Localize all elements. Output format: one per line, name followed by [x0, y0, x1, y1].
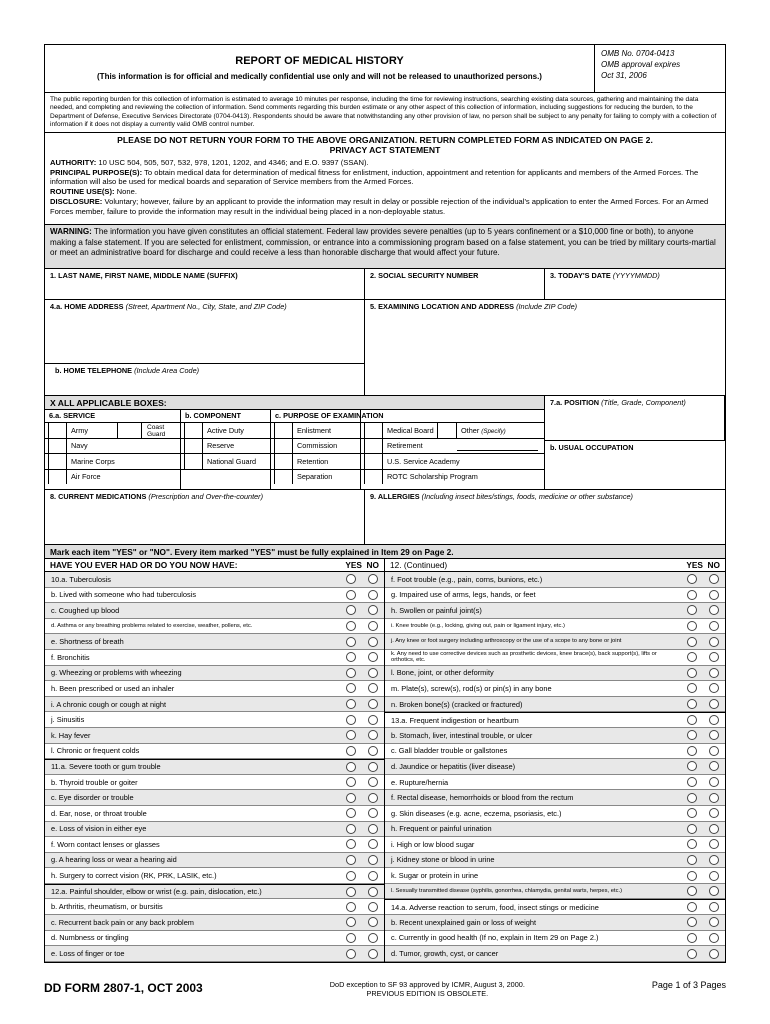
no-radio[interactable]	[362, 933, 384, 943]
question-label: g. Skin diseases (e.g. acne, eczema, psoriasis, etc.)	[391, 808, 562, 818]
service-marine-corps[interactable]: Marine Corps	[45, 453, 180, 469]
no-radio[interactable]	[362, 574, 384, 584]
yes-radio[interactable]	[340, 637, 362, 647]
question-label: b. Stomach, liver, intestinal trouble, or ulcer	[391, 730, 533, 740]
question-label: h. Been prescribed or used an inhaler	[51, 683, 175, 693]
name-field[interactable]: 1. LAST NAME, FIRST NAME, MIDDLE NAME (SUFFIX)	[45, 269, 365, 299]
no-radio[interactable]	[703, 824, 725, 834]
no-radio[interactable]	[703, 808, 725, 818]
component-national-guard[interactable]: National Guard	[181, 453, 270, 469]
form-footer: DD FORM 2807-1, OCT 2003 DoD exception to SF 93 approved by ICMR, August 3, 2000. PREVIOUS EDITION IS OBSOLETE. Page 1 of 3 Pages	[44, 978, 726, 1008]
yes-radio[interactable]	[681, 949, 703, 959]
yes-radio[interactable]	[681, 746, 703, 756]
question-row	[45, 697, 384, 713]
question-row	[385, 790, 725, 806]
no-radio[interactable]	[362, 949, 384, 959]
yes-radio[interactable]	[681, 793, 703, 803]
form-title: REPORT OF MEDICAL HISTORY	[235, 55, 404, 67]
form-header	[45, 45, 725, 93]
yes-radio[interactable]	[681, 605, 703, 615]
question-row	[385, 697, 725, 713]
question-row	[45, 884, 384, 900]
question-row	[385, 931, 725, 947]
no-radio[interactable]	[362, 652, 384, 662]
no-radio[interactable]	[703, 668, 725, 678]
no-radio[interactable]	[703, 886, 725, 896]
no-radio[interactable]	[362, 839, 384, 849]
no-radio[interactable]	[703, 871, 725, 881]
no-radio[interactable]	[703, 777, 725, 787]
yes-radio[interactable]	[681, 871, 703, 881]
question-row	[385, 744, 725, 760]
question-row	[385, 853, 725, 869]
yes-radio[interactable]	[681, 621, 703, 631]
question-row	[385, 884, 725, 900]
questionnaire	[45, 559, 725, 962]
question-label: f. Foot trouble (e.g., pain, corns, bunions, etc.)	[391, 574, 543, 584]
no-radio[interactable]	[362, 777, 384, 787]
question-row	[45, 853, 384, 869]
question-row	[45, 603, 384, 619]
no-radio[interactable]	[362, 637, 384, 647]
question-row	[45, 837, 384, 853]
yes-radio[interactable]	[681, 668, 703, 678]
question-row	[45, 775, 384, 791]
question-label: 10.a. Tuberculosis	[51, 574, 111, 584]
yes-radio[interactable]	[340, 933, 362, 943]
question-label: c. Gall bladder trouble or gallstones	[391, 746, 508, 756]
service-column: 6.a. SERVICE Army Coast Guard Navy Marine Corps Air Force	[45, 410, 181, 490]
question-label: g. Impaired use of arms, legs, hands, or feet	[391, 590, 536, 600]
no-radio[interactable]	[362, 855, 384, 865]
question-label: l. Bone, joint, or other deformity	[391, 668, 494, 678]
question-label: 13.a. Frequent indigestion or heartburn	[391, 715, 519, 725]
yes-radio[interactable]	[340, 746, 362, 756]
question-label: d. Jaundice or hepatitis (liver disease)	[391, 761, 516, 771]
applicable-boxes	[45, 396, 725, 490]
form-number: DD FORM 2807-1, OCT 2003	[44, 981, 203, 995]
service-air-force[interactable]: Air Force	[45, 469, 180, 485]
no-radio[interactable]	[362, 887, 384, 897]
purpose-commission[interactable]: Commission	[271, 438, 360, 454]
no-radio[interactable]	[703, 855, 725, 865]
question-label: m. Plate(s), screw(s), rod(s) or pin(s) in any bone	[391, 683, 552, 693]
yes-radio[interactable]	[681, 839, 703, 849]
yes-radio[interactable]	[340, 917, 362, 927]
no-radio[interactable]	[362, 715, 384, 725]
purpose-retirement[interactable]: Retirement	[361, 438, 544, 454]
no-radio[interactable]	[362, 902, 384, 912]
question-row	[385, 572, 725, 588]
yes-radio[interactable]	[340, 715, 362, 725]
allergies-field[interactable]: 9. ALLERGIES (Including insect bites/stings, foods, medicine or other substance)	[370, 492, 633, 501]
current-medications-field[interactable]: 8. CURRENT MEDICATIONS (Prescription and Over-the-counter)	[45, 490, 365, 544]
yes-radio[interactable]	[340, 855, 362, 865]
no-radio[interactable]	[362, 605, 384, 615]
question-label: 11.a. Severe tooth or gum trouble	[51, 762, 161, 772]
question-row	[45, 822, 384, 838]
question-label: d. Tumor, growth, cyst, or cancer	[391, 949, 499, 959]
yes-radio[interactable]	[681, 902, 703, 912]
position-field[interactable]: 7.a. POSITION (Title, Grade, Component)	[545, 396, 725, 441]
question-row	[45, 619, 384, 635]
question-label: k. Any need to use corrective devices such as prosthetic devices, knee brace(s), back support(s), lifts or orthotics, etc.	[391, 650, 657, 664]
question-label: 14.a. Adverse reaction to serum, food, insect stings or medicine	[391, 902, 599, 912]
no-radio[interactable]	[703, 949, 725, 959]
question-label: j. Kidney stone or blood in urine	[391, 855, 495, 865]
question-row	[385, 712, 725, 728]
question-row	[45, 759, 384, 775]
question-label: n. Broken bone(s) (cracked or fractured)	[391, 699, 523, 709]
question-label: f. Rectal disease, hemorrhoids or blood from the rectum	[391, 793, 574, 803]
question-label: c. Eye disorder or trouble	[51, 793, 134, 803]
question-row	[385, 759, 725, 775]
no-radio[interactable]	[362, 730, 384, 740]
no-radio[interactable]	[362, 621, 384, 631]
question-label: i. Knee trouble (e.g., locking, giving out, pain or ligament injury, etc.)	[391, 622, 565, 629]
no-radio[interactable]	[703, 730, 725, 740]
yes-radio[interactable]	[681, 699, 703, 709]
mark-instructions: Mark each item "YES" or "NO". Every item marked "YES" must be fully explained in Item 29 on Page 2.	[45, 545, 725, 559]
question-row	[45, 790, 384, 806]
question-label: c. Currently in good health (If no, explain in Item 29 on Page 2.)	[391, 933, 599, 943]
question-row	[385, 619, 725, 635]
question-label: h. Surgery to correct vision (RK, PRK, LASIK, etc.)	[51, 871, 217, 881]
question-label: f. Bronchitis	[51, 652, 90, 662]
question-label: i. High or low blood sugar	[391, 839, 475, 849]
question-label: g. A hearing loss or wear a hearing aid	[51, 855, 177, 865]
yes-radio[interactable]	[681, 824, 703, 834]
question-label: h. Frequent or painful urination	[391, 824, 492, 834]
question-label: 12.a. Painful shoulder, elbow or wrist (e.g. pain, dislocation, etc.)	[51, 887, 262, 897]
yes-radio[interactable]	[681, 730, 703, 740]
question-label: d. Ear, nose, or throat trouble	[51, 808, 147, 818]
yes-radio[interactable]	[681, 933, 703, 943]
question-row	[45, 650, 384, 666]
questions-left: HAVE YOU EVER HAD OR DO YOU NOW HAVE: YES NO 10.a. Tuberculosis b. Lived with someone who had tuberculosis c. Coughed up blood d. Asthma or any breathing problems related to exercise, weather, pollens, etc. e. Shortness of breath f. Bronchitis g. Wheezing or problems with wheezing h. Been prescribed or used an inhaler i. A chronic cough or cough at night j. Sinusitis k. Hay fever l. Chronic or frequent colds 11.a. Severe tooth or gum trouble b. Thyroid trouble or goiter c. Eye disorder or trouble d. Ear, nose, or throat trouble e. Loss of vision in either eye f. Worn contact lenses or glasses g. A hearing loss or wear a hearing aid h. Surgery to correct vision (RK, PRK, LASIK, etc.) 12.a. Painful shoulder, elbow or wrist (e.g. pain, dislocation, etc.) b. Arthritis, rheumatism, or bursitis c. Recurrent back pain or any back problem d. Numbness or tingling e. Loss of finger or toe	[45, 559, 385, 962]
question-row	[385, 603, 725, 619]
yes-radio[interactable]	[340, 777, 362, 787]
question-row	[45, 712, 384, 728]
home-address-field[interactable]: 4.a. HOME ADDRESS (Street, Apartment No., City, State, and ZIP Code)	[45, 300, 364, 364]
yes-radio[interactable]	[340, 590, 362, 600]
question-row	[385, 650, 725, 666]
yes-radio[interactable]	[340, 902, 362, 912]
ssn-field[interactable]: 2. SOCIAL SECURITY NUMBER	[365, 269, 545, 299]
no-radio[interactable]	[362, 746, 384, 756]
question-row	[385, 681, 725, 697]
yes-radio[interactable]	[681, 917, 703, 927]
question-row	[385, 822, 725, 838]
no-radio[interactable]	[703, 902, 725, 912]
yes-radio[interactable]	[681, 761, 703, 771]
do-not-return-notice: PLEASE DO NOT RETURN YOUR FORM TO THE ABOVE ORGANIZATION. RETURN COMPLETED FORM AS INDICATED ON PAGE 2.	[117, 135, 653, 145]
no-radio[interactable]	[703, 793, 725, 803]
purpose-enlistment[interactable]: Enlistment	[271, 422, 360, 438]
purpose-medical-board[interactable]: Medical Board Other (Specify)	[361, 422, 544, 438]
no-radio[interactable]	[703, 574, 725, 584]
purpose-retention[interactable]: Retention	[271, 453, 360, 469]
no-radio[interactable]	[703, 683, 725, 693]
no-radio[interactable]	[703, 715, 725, 725]
no-radio[interactable]	[362, 762, 384, 772]
yes-radio[interactable]	[681, 590, 703, 600]
question-label: e. Shortness of breath	[51, 637, 124, 647]
question-label: g. Wheezing or problems with wheezing	[51, 668, 182, 678]
no-radio[interactable]	[703, 652, 725, 662]
question-row	[385, 728, 725, 744]
yes-radio[interactable]	[340, 808, 362, 818]
question-row	[45, 915, 384, 931]
question-row	[45, 868, 384, 884]
yes-radio[interactable]	[340, 839, 362, 849]
confidential-notice: (This information is for official and medically confidential use only and will not be released to unauthorized persons.)	[97, 72, 542, 81]
question-label: k. Sugar or protein in urine	[391, 871, 479, 881]
yes-radio[interactable]	[340, 730, 362, 740]
other-specify-line[interactable]	[457, 450, 538, 451]
page-number: Page 1 of 3 Pages	[651, 980, 726, 990]
yes-radio[interactable]	[681, 808, 703, 818]
question-label: k. Hay fever	[51, 730, 91, 740]
no-radio[interactable]	[362, 683, 384, 693]
no-radio[interactable]	[703, 917, 725, 927]
question-label: b. Recent unexplained gain or loss of weight	[391, 917, 537, 927]
question-label: c. Coughed up blood	[51, 605, 120, 615]
question-row	[385, 666, 725, 682]
no-radio[interactable]	[362, 917, 384, 927]
purpose-rotc-scholarship[interactable]: ROTC Scholarship Program	[361, 469, 544, 485]
yes-radio[interactable]	[340, 605, 362, 615]
purpose-column-a: c. PURPOSE OF EXAMINATION Enlistment Commission Retention Separation	[271, 410, 361, 490]
question-row	[385, 837, 725, 853]
question-row	[45, 931, 384, 947]
privacy-act-statement: PRIVACY ACT STATEMENT AUTHORITY: 10 USC 504, 505, 507, 532, 978, 1201, 1202, and 4346; and E.O. 9397 (SSAN). PRINCIPAL PURPOSE(S): To obtain medical data for determination of medical fitness for enlistment, induction, appointment and retention for applicants and members of the Armed Forces. The information will also be used for medical boards and separation of Service members from the Armed Forces. ROUTINE USE(S): None. DISCLOSURE: Voluntary; however, failure by an applicant to provide the information may result in delay or possible rejection of the individual's application to enter the Armed Forces. For an Armed Forces member, failure to provide the information may result in the individual being placed in a non-deployable status.	[45, 146, 725, 225]
no-radio[interactable]	[703, 699, 725, 709]
no-radio[interactable]	[703, 839, 725, 849]
component-column: b. COMPONENT Active Duty Reserve National Guard	[181, 410, 271, 490]
yes-radio[interactable]	[340, 824, 362, 834]
question-row	[385, 915, 725, 931]
question-label: f. Worn contact lenses or glasses	[51, 839, 160, 849]
yes-radio[interactable]	[681, 683, 703, 693]
question-row	[385, 634, 725, 650]
purpose-service-academy[interactable]: U.S. Service Academy	[361, 453, 544, 469]
yes-radio[interactable]	[340, 699, 362, 709]
no-radio[interactable]	[703, 933, 725, 943]
question-label: j. Sinusitis	[51, 715, 85, 725]
question-label: c. Recurrent back pain or any back problem	[51, 917, 194, 927]
yes-radio[interactable]	[340, 762, 362, 772]
question-row	[45, 572, 384, 588]
yes-radio[interactable]	[681, 777, 703, 787]
no-radio[interactable]	[362, 808, 384, 818]
no-radio[interactable]	[362, 590, 384, 600]
service-army[interactable]: Army Coast Guard	[45, 422, 180, 438]
question-label: l. Chronic or frequent colds	[51, 746, 140, 756]
medical-history-form	[44, 44, 726, 963]
purpose-separation[interactable]: Separation	[271, 469, 360, 485]
questions-right: 12. (Continued) YES NO f. Foot trouble (e.g., pain, corns, bunions, etc.) g. Impaired use of arms, legs, hands, or feet h. Swollen or painful joint(s) i. Knee trouble (e.g., locking, giving out, pain or ligament injury, etc.) j. Any knee or foot surgery including arthroscopy or the use of a scope to any bone or joint k. Any need to use corrective devices such as prosthetic devices, knee brace(s), back support(s), lifts or orthotics, etc. l. Bone, joint, or other deformity m. Plate(s), screw(s), rod(s) or pin(s) in any bone n. Broken bone(s) (cracked or fractured) 13.a. Frequent indigestion or heartburn b. Stomach, liver, intestinal trouble, or ulcer c. Gall bladder trouble or gallstones d. Jaundice or hepatitis (liver disease) e. Rupture/hernia f. Rectal disease, hemorrhoids or blood from the rectum g. Skin diseases (e.g. acne, eczema, psoriasis, etc.) h. Frequent or painful urination i. High or low blood sugar j. Kidney stone or blood in urine k. Sugar or protein in urine l. Sexually transmitted disease (syphilis, gonorrhea, chlamydia, genital warts, herpes, etc.) 14.a. Adverse reaction to serum, food, insect stings or medicine b. Recent unexplained gain or loss of weight c. Currently in good health (If no, explain in Item 29 on Page 2.) d. Tumor, growth, cyst, or cancer	[385, 559, 725, 962]
question-label: e. Rupture/hernia	[391, 777, 449, 787]
question-label: l. Sexually transmitted disease (syphilis, gonorrhea, chlamydia, genital warts, herpes, etc.)	[391, 887, 623, 894]
no-radio[interactable]	[703, 761, 725, 771]
yes-radio[interactable]	[340, 574, 362, 584]
yes-radio[interactable]	[340, 652, 362, 662]
yes-radio[interactable]	[340, 949, 362, 959]
no-radio[interactable]	[362, 793, 384, 803]
question-label: b. Arthritis, rheumatism, or bursitis	[51, 902, 163, 912]
question-label: b. Lived with someone who had tuberculosis	[51, 590, 197, 600]
no-radio[interactable]	[703, 621, 725, 631]
question-row	[45, 634, 384, 650]
question-label: e. Loss of vision in either eye	[51, 824, 147, 834]
service-navy[interactable]: Navy	[45, 438, 180, 454]
component-active-duty[interactable]: Active Duty	[181, 422, 270, 438]
burden-statement: The public reporting burden for this collection of information is estimated to average 10 minutes per response, including the time for reviewing instructions, searching existing data sources, gathering and maintaining the data needed, and completing and reviewing the collection of information. Send comments regarding this burden estimate or any other aspect of this collection of information, including suggestions for reducing the burden, to the Department of Defense, Executive Services Directorate (0704-0413). Respondents should be aware that notwithstanding any other provision of law, no person shall be subject to any penalty for failing to comply with a collection of information if it does not display a currently valid OMB control number.	[45, 93, 725, 133]
date-field[interactable]: 3. TODAY'S DATE (YYYYMMDD)	[550, 271, 660, 280]
component-reserve[interactable]: Reserve	[181, 438, 270, 454]
yes-radio[interactable]	[340, 871, 362, 881]
question-row	[385, 588, 725, 604]
question-row	[385, 806, 725, 822]
question-label: d. Asthma or any breathing problems related to exercise, weather, pollens, etc.	[51, 622, 253, 629]
no-radio[interactable]	[703, 746, 725, 756]
question-row	[45, 899, 384, 915]
question-row	[45, 588, 384, 604]
omb-info: OMB No. 0704-0413 OMB approval expires Oct 31, 2006	[601, 49, 681, 80]
yes-radio[interactable]	[340, 621, 362, 631]
question-row	[385, 899, 725, 915]
yes-radio[interactable]	[681, 574, 703, 584]
question-label: i. A chronic cough or cough at night	[51, 699, 167, 709]
yes-radio[interactable]	[681, 715, 703, 725]
question-row	[45, 806, 384, 822]
question-label: d. Numbness or tingling	[51, 933, 129, 943]
question-label: h. Swollen or painful joint(s)	[391, 605, 482, 615]
question-row	[45, 666, 384, 682]
yes-radio[interactable]	[340, 683, 362, 693]
no-radio[interactable]	[703, 605, 725, 615]
no-radio[interactable]	[703, 637, 725, 647]
home-telephone-field[interactable]: b. HOME TELEPHONE (Include Area Code)	[55, 366, 200, 375]
question-row	[45, 946, 384, 962]
no-radio[interactable]	[362, 699, 384, 709]
question-row	[45, 728, 384, 744]
yes-radio[interactable]	[681, 886, 703, 896]
no-radio[interactable]	[362, 668, 384, 678]
yes-radio[interactable]	[681, 637, 703, 647]
warning-statement: WARNING: The information you have given constitutes an official statement. Federal law provides severe penalties (up to 5 years confinement or a $10,000 fine or both), to anyone making a false statement. If you are selected for enlistment, commission, or entrance into a commissioning program based on a false statement, you can be tried by military courts-martial or meet an administrative board for discharge and could receive a less than honorable discharge that would affect your future.	[45, 225, 725, 269]
yes-radio[interactable]	[681, 652, 703, 662]
usual-occupation-field[interactable]: b. USUAL OCCUPATION	[550, 443, 634, 452]
question-label: b. Thyroid trouble or goiter	[51, 777, 138, 787]
question-row	[45, 681, 384, 697]
purpose-column-b	[361, 410, 544, 490]
question-row	[45, 744, 384, 760]
question-row	[385, 775, 725, 791]
yes-radio[interactable]	[681, 855, 703, 865]
yes-radio[interactable]	[340, 668, 362, 678]
no-radio[interactable]	[703, 590, 725, 600]
yes-radio[interactable]	[340, 793, 362, 803]
question-row	[385, 868, 725, 884]
question-label: j. Any knee or foot surgery including arthroscopy or the use of a scope to any bone or joint	[391, 638, 622, 645]
examining-location-field[interactable]: 5. EXAMINING LOCATION AND ADDRESS (Include ZIP Code)	[370, 302, 578, 311]
no-radio[interactable]	[362, 824, 384, 834]
no-radio[interactable]	[362, 871, 384, 881]
boxes-heading: X ALL APPLICABLE BOXES:	[45, 396, 544, 410]
question-label: e. Loss of finger or toe	[51, 949, 125, 959]
yes-radio[interactable]	[340, 887, 362, 897]
question-row	[385, 946, 725, 962]
